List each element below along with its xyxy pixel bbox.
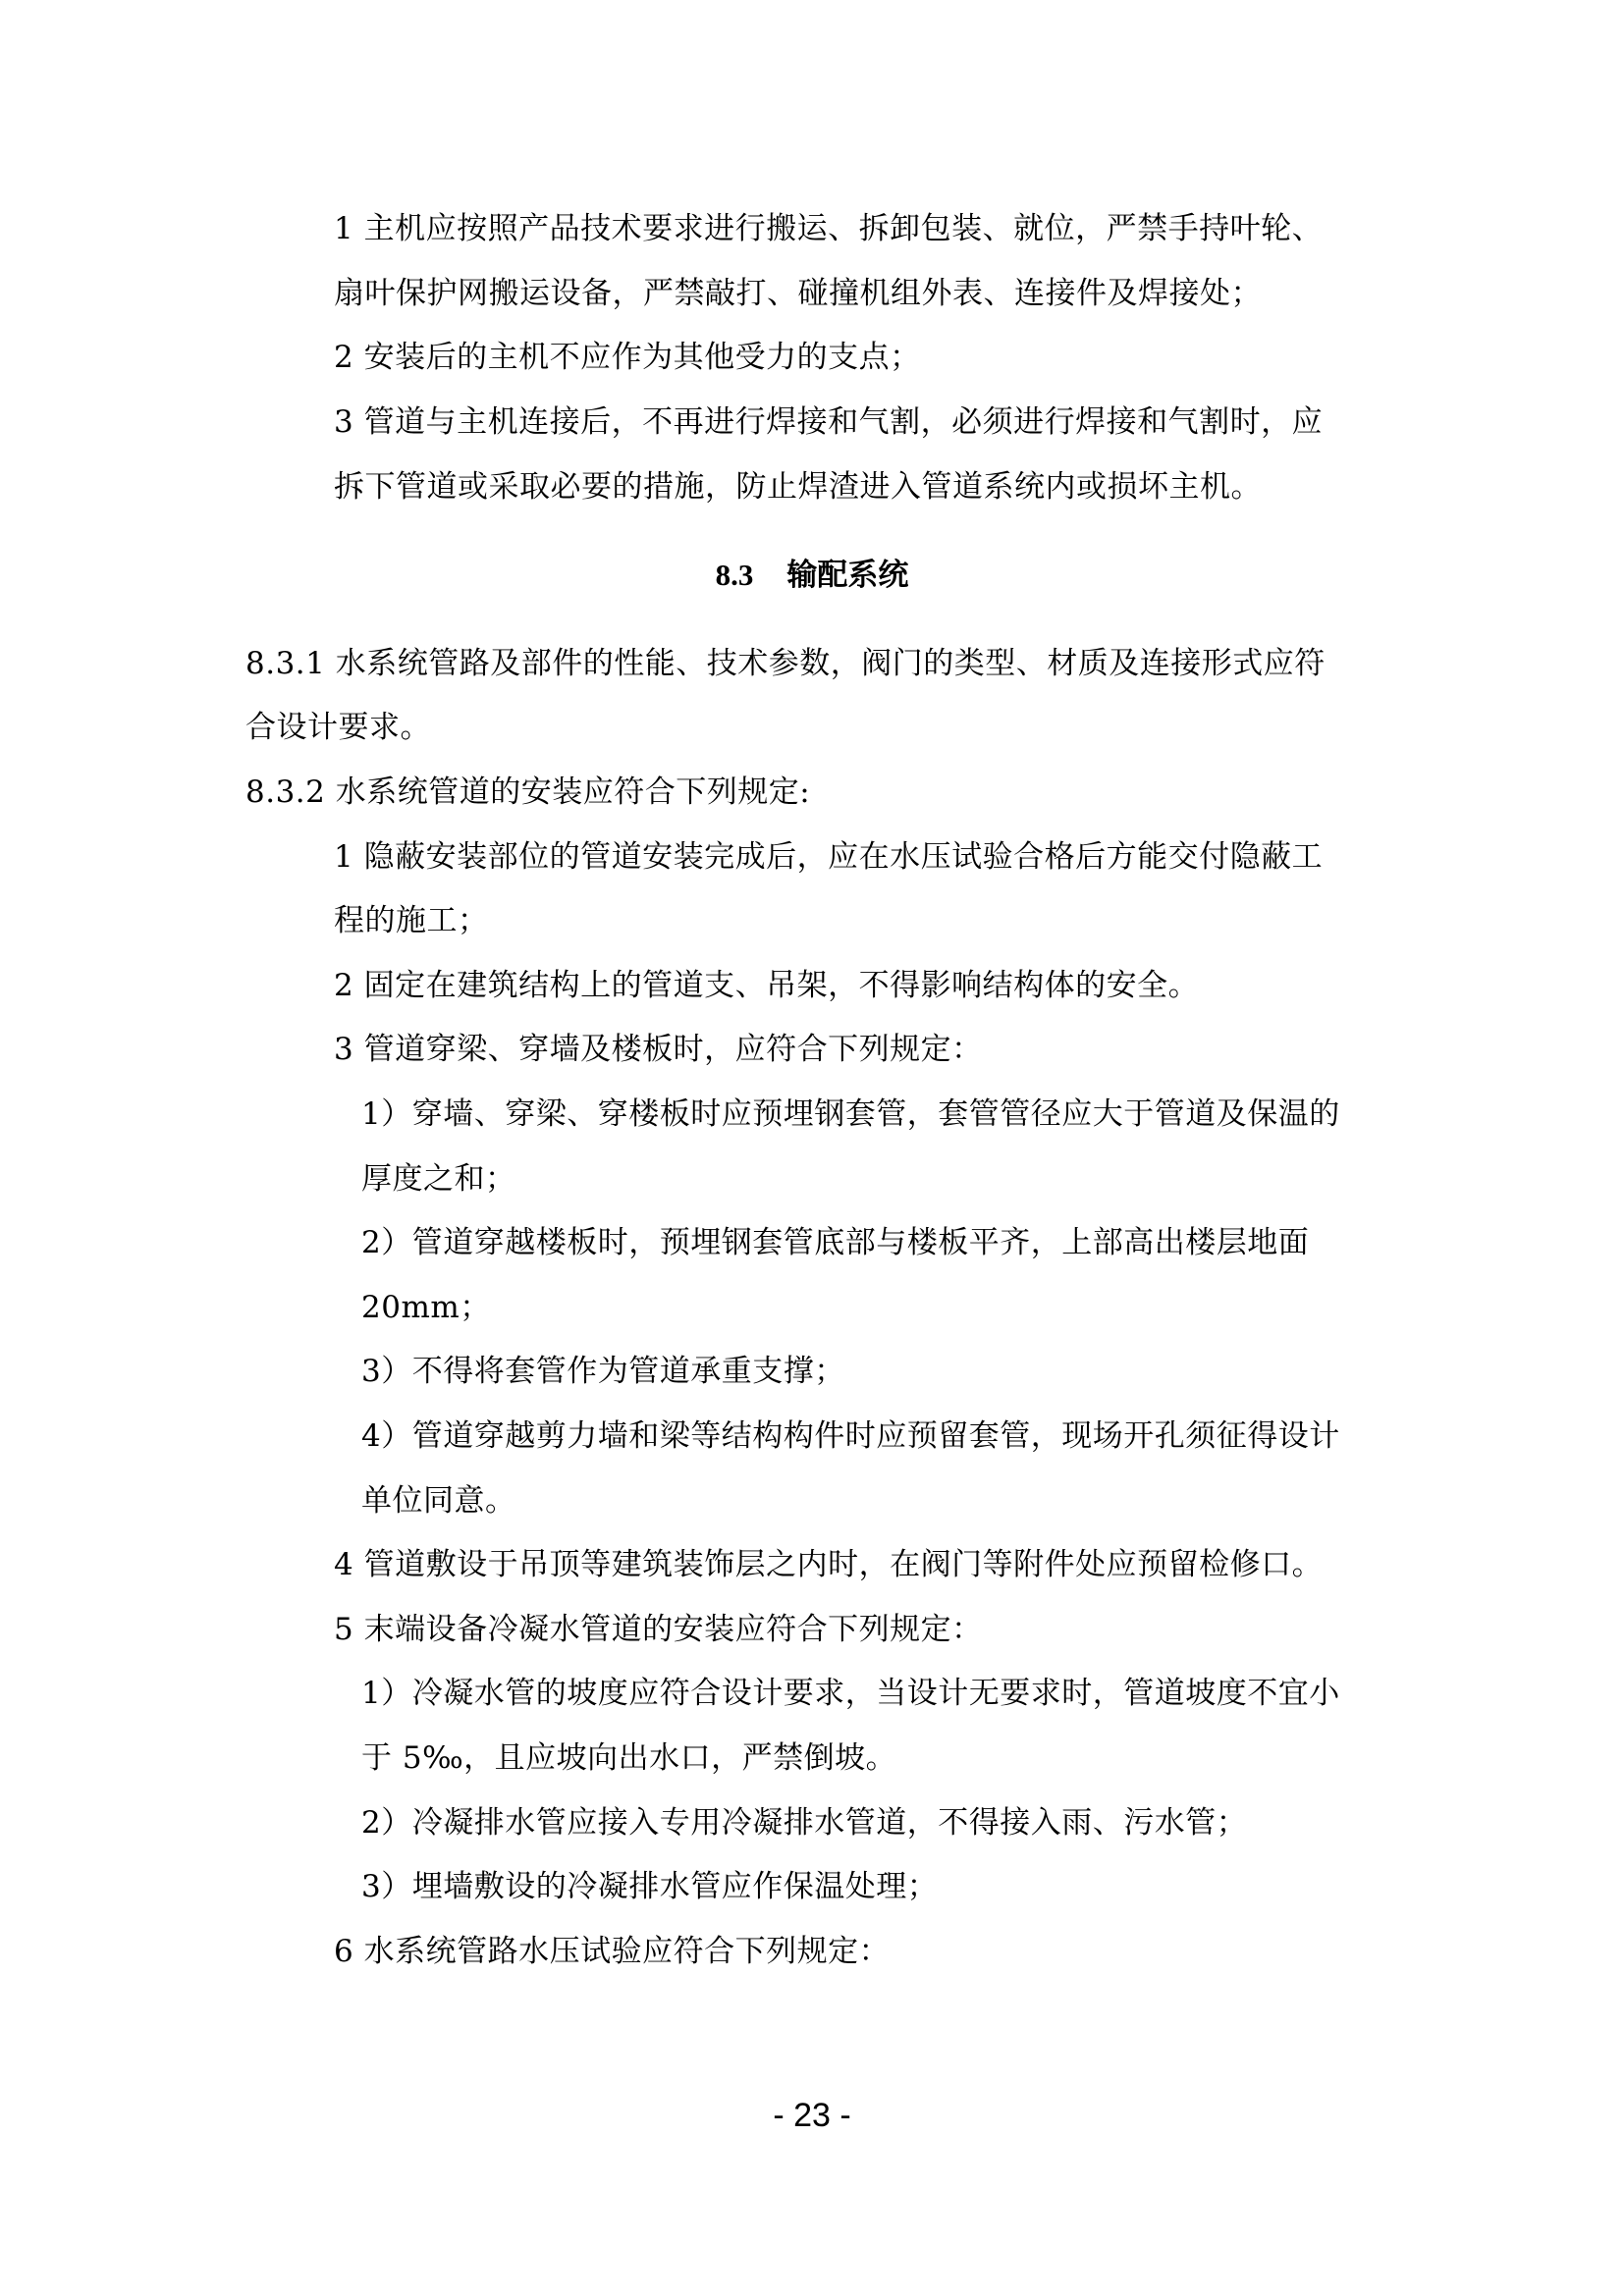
sub-item-line: 4）管道穿越剪力墙和梁等结构构件时应预留套管，现场开孔须征得设计 xyxy=(361,1418,1340,1454)
paragraph-line: 3 管道穿梁、穿墙及楼板时，应符合下列规定： xyxy=(334,1032,983,1067)
paragraph-line: 拆下管道或采取必要的措施，防止焊渣进入管道系统内或损坏主机。 xyxy=(334,469,1262,505)
section-title: 输配系统 xyxy=(786,558,909,593)
paragraph-line: 程的施工； xyxy=(334,903,489,938)
section-heading xyxy=(0,556,1624,595)
paragraph-line: 3 管道与主机连接后，不再进行焊接和气割，必须进行焊接和气割时，应 xyxy=(334,404,1324,440)
sub-item-line: 3）埋墙敷设的冷凝排水管应作保温处理； xyxy=(361,1869,939,1904)
paragraph-line: 2 安装后的主机不应作为其他受力的支点； xyxy=(334,340,921,375)
paragraph-line: 6 水系统管路水压试验应符合下列规定： xyxy=(334,1934,891,1969)
sub-item-line: 2）管道穿越楼板时，预埋钢套管底部与楼板平齐，上部高出楼层地面 xyxy=(361,1225,1310,1260)
sub-item-line: 单位同意。 xyxy=(361,1483,516,1519)
paragraph-line: 5 末端设备冷凝水管道的安装应符合下列规定： xyxy=(334,1612,983,1647)
sub-item-line: 1）冷凝水管的坡度应符合设计要求，当设计无要求时，管道坡度不宜小 xyxy=(361,1676,1340,1711)
paragraph-line: 2 固定在建筑结构上的管道支、吊架，不得影响结构体的安全。 xyxy=(334,968,1200,1003)
clause-line: 8.3.2 水系统管道的安装应符合下列规定: xyxy=(245,774,811,810)
page-number: - 23 - xyxy=(773,2097,851,2134)
paragraph-line: 1 隐蔽安装部位的管道安装完成后，应在水压试验合格后方能交付隐蔽工 xyxy=(334,839,1324,875)
sub-item-line: 厚度之和； xyxy=(361,1161,516,1197)
clause-line: 合设计要求。 xyxy=(245,710,431,745)
paragraph-line: 1 主机应按照产品技术要求进行搬运、拆卸包装、就位，严禁手持叶轮、 xyxy=(334,211,1324,246)
sub-item-line: 3）不得将套管作为管道承重支撑； xyxy=(361,1354,845,1389)
paragraph-line: 扇叶保护网搬运设备，严禁敲打、碰撞机组外表、连接件及焊接处； xyxy=(334,276,1262,311)
clause-line: 8.3.1 水系统管路及部件的性能、技术参数，阀门的类型、材质及连接形式应符 xyxy=(245,646,1326,681)
paragraph-line: 4 管道敷设于吊顶等建筑装饰层之内时，在阀门等附件处应预留检修口。 xyxy=(334,1547,1324,1582)
sub-item-line: 2）冷凝排水管应接入专用冷凝排水管道，不得接入雨、污水管； xyxy=(361,1805,1248,1841)
sub-item-line: 20mm； xyxy=(361,1290,491,1325)
section-number: 8.3 xyxy=(715,558,754,592)
sub-item-line: 1）穿墙、穿梁、穿楼板时应预埋钢套管，套管管径应大于管道及保温的 xyxy=(361,1096,1340,1132)
sub-item-line: 于 5‰，且应坡向出水口，严禁倒坡。 xyxy=(361,1740,897,1776)
